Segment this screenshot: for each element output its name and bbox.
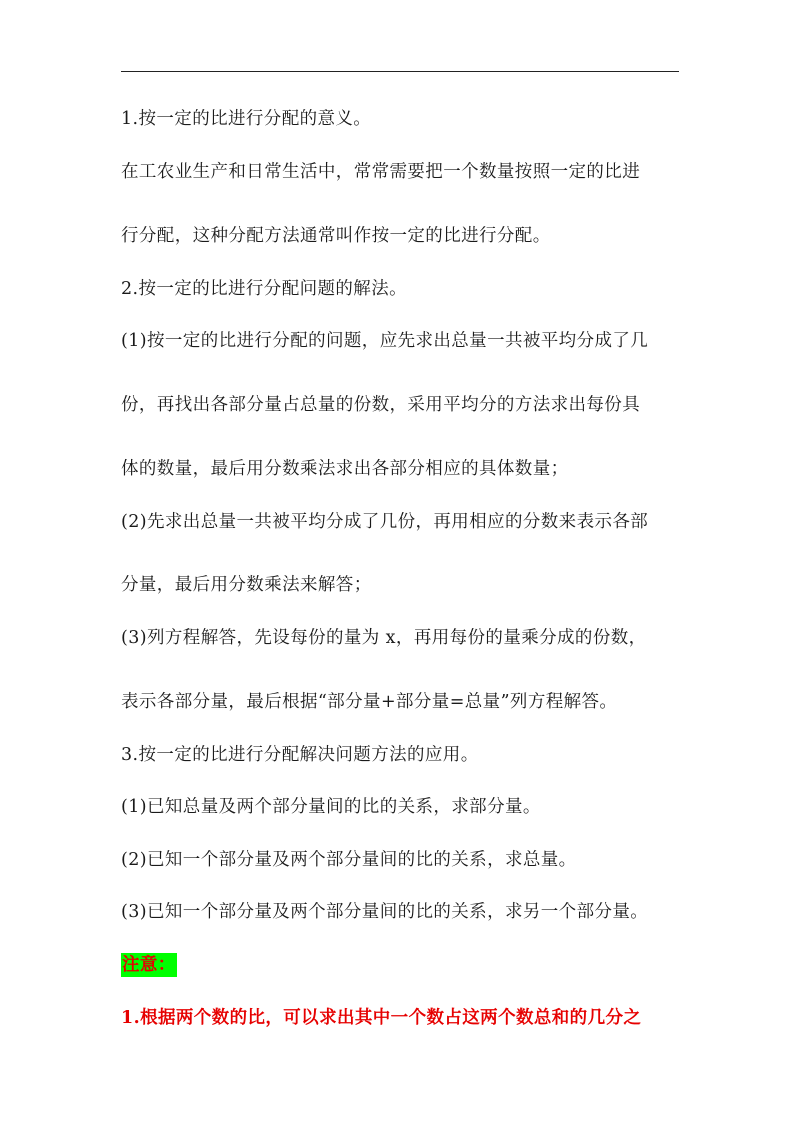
paragraph-line: 体的数量，最后用分数乘法求出各部分相应的具体数量； [121, 459, 569, 479]
list-item: (3)已知一个部分量及两个部分量间的比的关系，求另一个部分量。 [121, 902, 649, 922]
paragraph-line: 在工农业生产和日常生活中，常常需要把一个数量按照一定的比进 [121, 162, 641, 182]
paragraph-line: (1)按一定的比进行分配的问题，应先求出总量一共被平均分成了几 [121, 331, 649, 351]
note-label: 注意： [122, 955, 176, 975]
heading-meaning: 1.按一定的比进行分配的意义。 [121, 109, 372, 129]
list-item: (2)已知一个部分量及两个部分量间的比的关系，求总量。 [121, 850, 577, 870]
paragraph-line: 分量，最后用分数乘法来解答； [121, 575, 372, 595]
header-rule [121, 71, 679, 72]
list-item: (1)已知总量及两个部分量间的比的关系，求部分量。 [121, 797, 541, 817]
heading-application: 3.按一定的比进行分配解决问题方法的应用。 [121, 745, 479, 765]
paragraph-line: 行分配，这种分配方法通常叫作按一定的比进行分配。 [121, 226, 551, 246]
heading-method: 2.按一定的比进行分配问题的解法。 [121, 279, 407, 299]
paragraph-line: 表示各部分量，最后根据“部分量+部分量=总量”列方程解答。 [121, 692, 618, 712]
paragraph-line: (2)先求出总量一共被平均分成了几份，再用相应的分数来表示各部 [121, 512, 649, 532]
note-text: 1.根据两个数的比，可以求出其中一个数占这两个数总和的几分之 [121, 1008, 642, 1028]
paragraph-line: 份，再找出各部分量占总量的份数，采用平均分的方法求出每份具 [121, 395, 641, 415]
paragraph-line: (3)列方程解答，先设每份的量为 x，再用每份的量乘分成的份数， [121, 628, 647, 648]
